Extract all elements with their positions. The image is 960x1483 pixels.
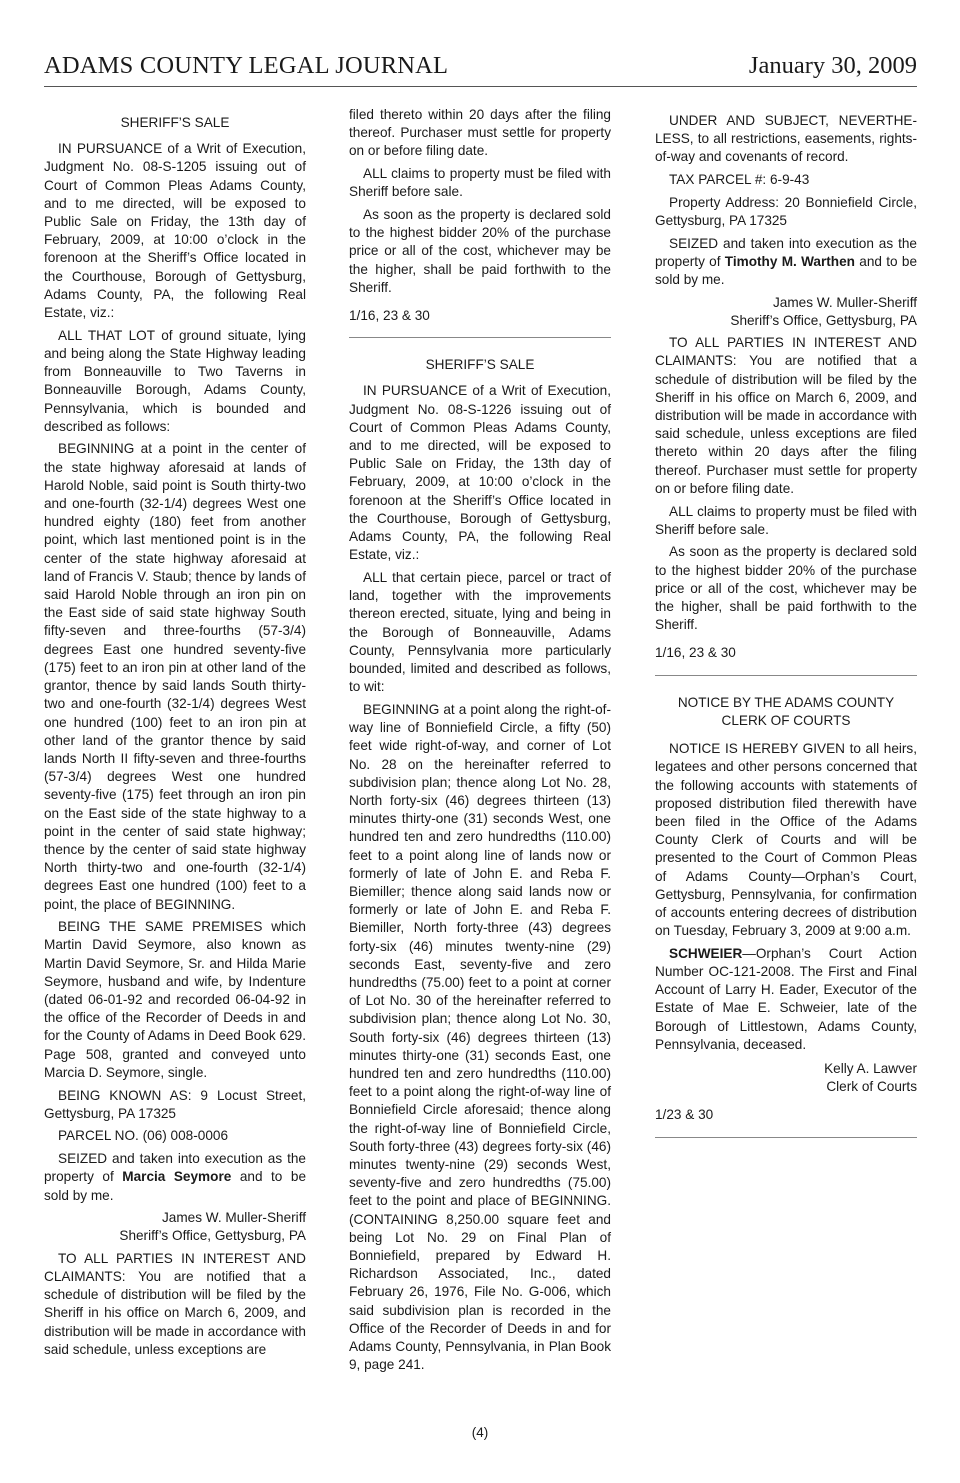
issue-date: January 30, 2009 xyxy=(748,52,917,79)
case-text: —Orphan’s Court Action Number OC-121-2008. The First and Final Account of Larry H. Eader, Executor of the Estate of Mae E. Schweier, late of the Borough of Littlestown, Adams County, Pennsylvania, deceased. xyxy=(655,945,917,1052)
notice-title-line2: CLERK OF COURTS xyxy=(721,712,851,728)
sale1-parties-continued: filed thereto within 20 days after the filing thereof. Purchaser must settle for property on or before filing date. xyxy=(349,107,611,159)
sale2-claims-paragraph: ALL claims to property must be filed with Sheriff before sale. xyxy=(655,503,917,537)
sale2-address-paragraph: Property Address: 20 Bonniefield Circle, Gettysburg, PA 17325 xyxy=(655,194,917,229)
section-divider xyxy=(655,1137,917,1138)
section-divider xyxy=(655,675,917,676)
sale2-tax-parcel: TAX PARCEL #: 6-9-43 xyxy=(669,172,810,188)
sale1-same-premises-paragraph: BEING THE SAME PREMISES which Martin David Seymore, also known as Martin David Seymore, Sr. and Hilda Marie Seymore, husband and wife, by Indenture (dated 06-01-92 and recorded 06-04-92 in the office of the Recorder of Deeds in and for the County of Adams in Deed Book 629. Page 508, granted and conveyed unto Marcia D. Seymore, single. xyxy=(44,919,306,1080)
sale1-lot-paragraph: ALL THAT LOT of ground situate, lying and being along the State Highway leading from Bonneauville to Two Taverns in Bonneauville Borough, Adams County, Pennsylvania, which is bounded and described as follows: xyxy=(44,327,306,434)
notice-paragraph: NOTICE IS HEREBY GIVEN to all heirs, legatees and other persons concerned that the following accounts with statements of proposed distribution filed therewith have been filed in the Office of the Adams County Clerk of Courts and will be presented to the Court of Common Pleas of Adams County—Orphan’s Court, Gettysburg, Pennsylvania, for confirmation of accounts entering decrees of distribution on Tuesday, February 3, 2009 at 9:00 a.m. xyxy=(655,741,917,939)
sale1-seized-paragraph xyxy=(44,1150,306,1205)
sale2-publication-dates: 1/16, 23 & 30 xyxy=(655,645,736,661)
page-number: (4) xyxy=(471,1425,489,1440)
sale1-publication-dates: 1/16, 23 & 30 xyxy=(349,308,430,324)
sale2-under-paragraph: UNDER AND SUBJECT, NEVERTHELESS, to all restrictions, easements, rights-of-way and covenants of record. xyxy=(655,113,917,165)
column-1 xyxy=(44,112,306,1363)
sheriff-sale-2-title: SHERIFF’S SALE xyxy=(425,357,535,373)
sale1-seized-text: SEIZED and taken into execution as the property of xyxy=(44,1151,306,1185)
notice-title-line1: NOTICE BY THE ADAMS COUNTY xyxy=(677,694,895,710)
sale2-declared-paragraph: As soon as the property is declared sold to the highest bidder 20% of the purchase price or all of the cost, whichever may be the higher, shall be paid forthwith to the Sheriff. xyxy=(655,544,917,633)
sale2-sheriff-name: James W. Muller-Sheriff xyxy=(772,294,917,310)
sheriff-sale-1-title: SHERIFF’S SALE xyxy=(120,115,230,130)
page-header xyxy=(44,52,917,87)
sale2-seized-text: SEIZED and taken into execution as the property of xyxy=(655,235,917,269)
sale1-intro-paragraph: IN PURSUANCE of a Writ of Execution, Judgment No. 08-S-1205 issuing out of Court of Common Pleas Adams County, and to me directed, will be exposed to Public Sale on Friday, the 13th day of February, 2009, at 10:00 o’clock in the forenoon at the Sheriff’s Office located in the Courthouse, Borough of Gettysburg, Adams County, PA, the following Real Estate, viz.: xyxy=(44,141,306,321)
sale1-claims-paragraph-visible: ALL claims to property must be filed with Sheriff before sale. xyxy=(349,166,611,200)
notice-case-paragraph xyxy=(655,945,917,1054)
journal-title: ADAMS COUNTY LEGAL JOURNAL xyxy=(44,52,449,79)
clerk-title: Clerk of Courts xyxy=(826,1079,917,1095)
sale2-intro-paragraph: IN PURSUANCE of a Writ of Execution, Judgment No. 08-S-1226 issuing out of Court of Common Pleas Adams County, and to me directed, will be exposed to Public Sale on Friday, the 13th day of February, 2009, at 10:00 o’clock in the forenoon at the Sheriff’s Office located in the Courthouse, Borough of Gettysburg, Adams County, PA, the following Real Estate, viz.: xyxy=(349,383,611,563)
notice-signature xyxy=(655,1060,917,1096)
sale1-defendant-name: Marcia Seymore xyxy=(122,1169,232,1185)
sale1-parties-paragraph: TO ALL PARTIES IN INTEREST AND CLAIMANTS: You are notified that a schedule of distribution will be filed by the Sheriff in his office on March 6, 2009, and distribution will be made in accordance with said schedule, unless exceptions are xyxy=(44,1250,306,1357)
sale2-defendant-name: Timothy M. Warthen xyxy=(724,253,855,269)
notice-publication-dates: 1/23 & 30 xyxy=(655,1107,714,1123)
sale2-parties-paragraph: TO ALL PARTIES IN INTEREST AND CLAIMANTS: You are notified that a schedule of distribution will be filed by the Sheriff in his office on March 6, 2009, and distribution will be made in accordance with said schedule, unless exceptions are filed thereto within 20 days after the filing thereof. Purchaser must settle for property on or before filing date. xyxy=(655,335,917,496)
sale2-sheriff-office: Sheriff’s Office, Gettysburg, PA xyxy=(730,313,917,329)
sale1-declared-paragraph: As soon as the property is declared sold to the highest bidder 20% of the purchase price or all of the cost, whichever may be the higher, shall be paid forthwith to the Sheriff. xyxy=(349,207,611,295)
sale1-parcel-paragraph: PARCEL NO. (06) 008-0006 xyxy=(58,1128,229,1144)
sale2-signature xyxy=(655,294,917,330)
sale1-known-as-paragraph: BEING KNOWN AS: 9 Locust Street, Gettysburg, PA 17325 xyxy=(44,1087,306,1121)
sale1-signature xyxy=(44,1209,306,1245)
column-2 xyxy=(349,106,611,1379)
column-3 xyxy=(655,112,917,1156)
case-name: SCHWEIER xyxy=(669,945,743,961)
sale1-sheriff-name: James W. Muller-Sheriff xyxy=(161,1210,306,1226)
sale1-seized-text-end: and to be sold by me. xyxy=(44,1169,307,1203)
sale1-sheriff-office: Sheriff’s Office, Gettysburg, PA xyxy=(119,1228,306,1244)
sale2-seized-paragraph xyxy=(655,235,917,290)
sale2-all-paragraph: ALL that certain piece, parcel or tract of land, together with the improvements thereon erected, situate, lying and being in the Borough of Bonneauville, Adams County, Pennsylvania more particularly bounded, limited and described as follows, to wit: xyxy=(349,569,611,695)
notice-title xyxy=(655,694,917,730)
sale2-beginning-paragraph: BEGINNING at a point along the right-of-way line of Bonniefield Circle, a fifty (50) feet wide right-of-way, and corner of Lot No. 28 on the hereinafter referred to subdivision plan; thence along Lot No. 28, North forty-six (46) degrees thirteen (13) minutes thirty-one (31) seconds West, one hundred ten and zero hundredths (110.00) feet to a point along line of lands now or formerly of late of John E. and Reba F. Biemiller; thence along said lands now or formerly or late of John E. and Reba F. Biemiller, North forty-three (43) degrees forty-six (46) minutes twenty-nine (29) seconds East, seventy-five and zero hundredths (75.00) feet to a point at corner of Lot No. 30 of the hereinafter referred to subdivision plan; thence along Lot No. 30, South forty-six (46) degrees thirteen (13) minutes thirty-one (31) seconds East, one hundred ten and zero hundredths (110.00) feet to a point along the right-of-way line of Bonniefield Circle aforesaid; thence along the right-of-way line of Bonniefield Circle, South forty-three (43) degrees forty-six (46) minutes twenty-nine (29) seconds West, seventy-five and zero hundredths (75.00) feet to the point and place of BEGINNING. (CONTAINING 8,250.00 square feet and being Lot No. 29 on Final Plan of Bonniefield, prepared by Edward H. Richardson Associated, Inc., dated February 26, 1976, File No. G-006, which said subdivision plan is recorded in the Office of the Recorder of Deeds in and for Adams County, Pennsylvania, in Plan Book 9, page 241. xyxy=(349,701,611,1373)
sale2-seized-text-end: and to be sold by me. xyxy=(655,253,918,288)
section-divider xyxy=(349,337,611,338)
clerk-name: Kelly A. Lawver xyxy=(824,1061,917,1077)
sale1-beginning-paragraph: BEGINNING at a point in the center of the state highway aforesaid at lands of Harold Noble, said point is South thirty-two and one-fourth (32-1/4) degrees West one hundred eighty (180) feet from another point, which last mentioned point is in the center of the state highway aforesaid at land of Francis V. Staub; thence by lands of said Harold Noble through an iron pin on the East side of said state highway South fifty-seven and three-fourths (57-3/4) degrees East one hundred seventy-five (175) feet to an iron pin at other land of the grantor, thence by said lands South thirty-two and one-fourth (32-1/4) degrees West one hundred (100) feet to an iron pin at other land of the grantor thence by said lands North II fifty-seven and three-fourths (57-3/4) degrees West one hundred seventy-five (175) feet through an iron pin on the East side of the state highway to a point in the center of said state highway; thence by the center of said state highway North thirty-two and one-fourth (32-1/4) degrees East one hundred (100) feet to a point, the place of BEGINNING. xyxy=(44,441,306,912)
